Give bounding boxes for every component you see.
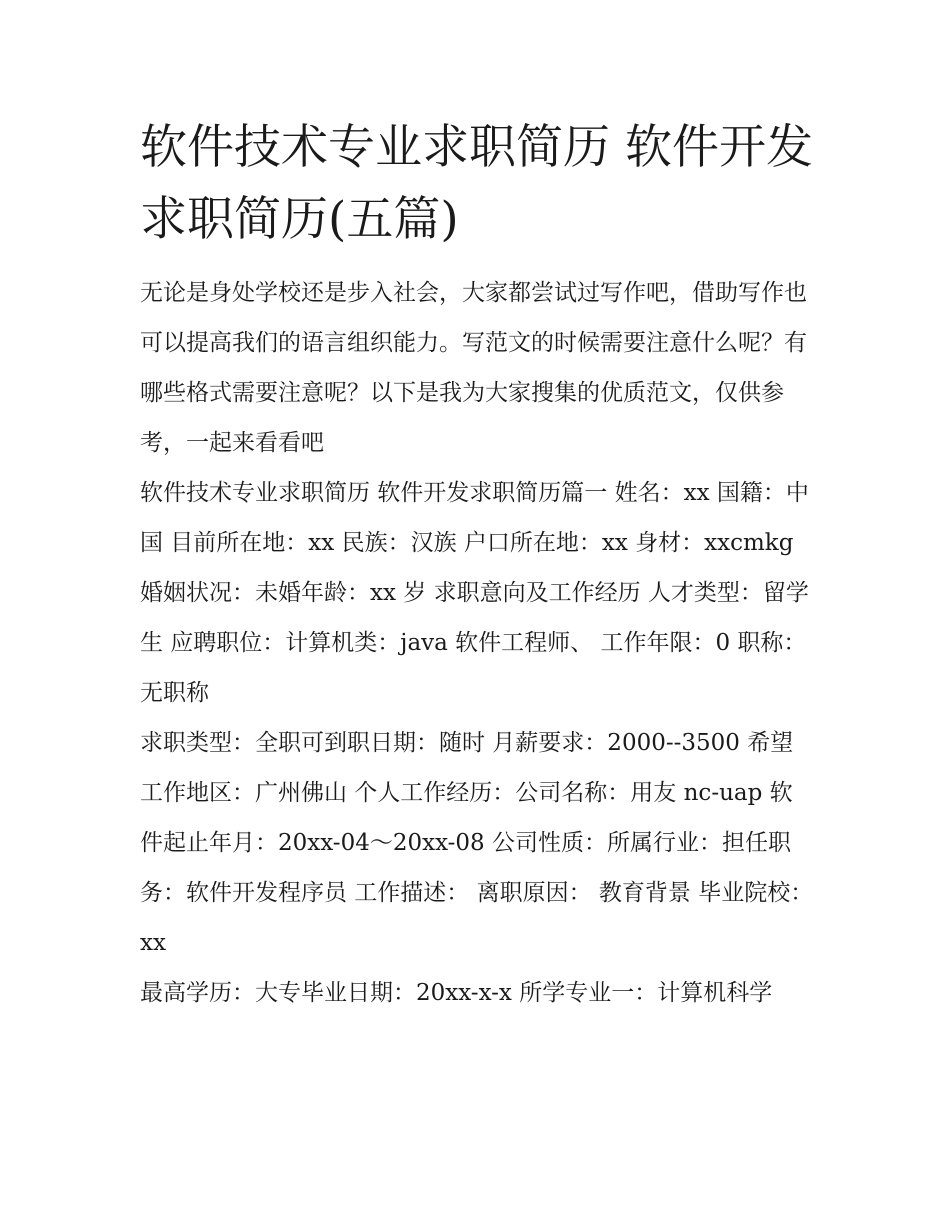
- personal-info-paragraph: 软件技术专业求职简历 软件开发求职简历篇一 姓名：xx 国籍：中国 目前所在地：xx 民族：汉族 户口所在地：xx 身材：xxcmkg: [140, 480, 809, 556]
- education-paragraph: 最高学历：大专毕业日期：20xx-x-x 所学专业一：计算机科学: [140, 980, 773, 1006]
- work-experience-paragraph: 求职类型：全职可到职日期：随时 月薪要求：2000--3500 希望工作地区：广州佛山 个人工作经历：公司名称：用友 nc-uap 软件起止年月：20xx-04～20xx-08 公司性质：所属行业：担任职务：软件开发程序员 工作描述： 离职原因： 教育背景 毕业院校：xx: [140, 730, 814, 956]
- document-page: [140, 112, 815, 1018]
- job-intention-paragraph: 婚姻状况：未婚年龄：xx 岁 求职意向及工作经历 人才类型：留学生 应聘职位：计算机类：java 软件工程师、 工作年限：0 职称：无职称: [140, 580, 809, 706]
- intro-paragraph: 无论是身处学校还是步入社会，大家都尝试过写作吧，借助写作也可以提高我们的语言组织能力。写范文的时候需要注意什么呢？有哪些格式需要注意呢？以下是我为大家搜集的优质范文，仅供参考，一起来看看吧: [140, 280, 807, 456]
- document-title: 软件技术专业求职简历 软件开发求职简历(五篇): [140, 120, 813, 247]
